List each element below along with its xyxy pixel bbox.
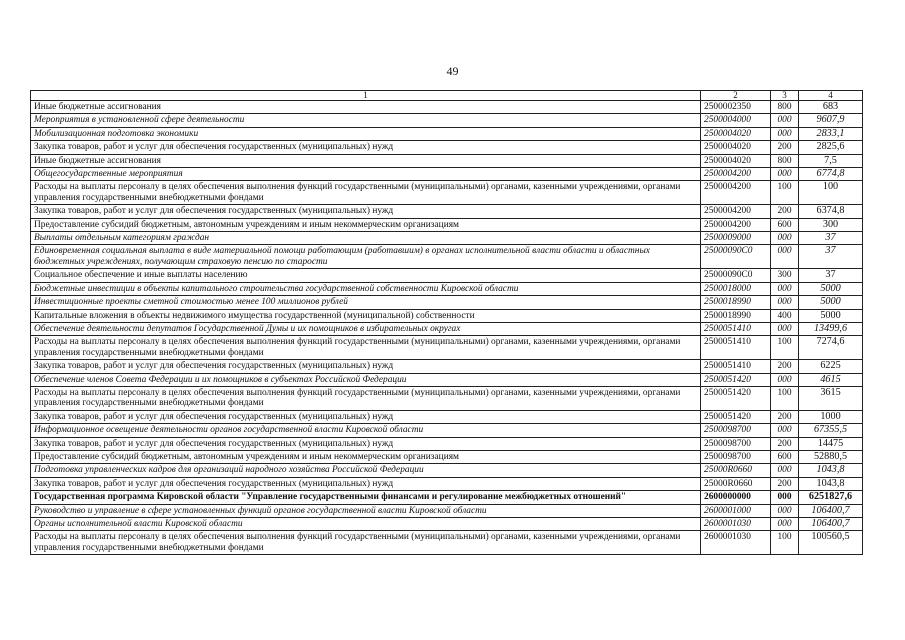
- row-code: 2500004020: [701, 154, 771, 167]
- row-type: 200: [771, 410, 799, 423]
- row-type: 000: [771, 504, 799, 517]
- row-code: 2500051410: [701, 336, 771, 360]
- row-sum: 5000: [799, 296, 863, 309]
- row-name: Бюджетные инвестиции в объекты капитального строительства государственной собственности Кировской области: [31, 282, 701, 295]
- row-name: Закупка товаров, работ и услуг для обеспечения государственных (муниципальных) нужд: [31, 410, 701, 423]
- row-name: Предоставление субсидий бюджетным, автономным учреждениям и иным некоммерческим организациям: [31, 218, 701, 231]
- row-type: 100: [771, 386, 799, 410]
- row-sum: 1043,8: [799, 464, 863, 477]
- row-sum: 9607,9: [799, 114, 863, 127]
- table-row: [31, 373, 863, 386]
- table-row: [31, 205, 863, 218]
- row-name: Руководство и управление в сфере установленных функций органов государственной власти Кировской области: [31, 504, 701, 517]
- row-code: 2500098700: [701, 437, 771, 450]
- row-sum: 6225: [799, 360, 863, 373]
- header-col-4: 4: [799, 91, 863, 101]
- row-code: 2500002350: [701, 101, 771, 114]
- row-code: 2500004200: [701, 205, 771, 218]
- row-code: 2500018000: [701, 282, 771, 295]
- table-row: [31, 168, 863, 181]
- row-code: 25000090С0: [701, 245, 771, 269]
- row-sum: 37: [799, 245, 863, 269]
- row-type: 000: [771, 518, 799, 531]
- table-row: [31, 141, 863, 154]
- row-name: Органы исполнительной власти Кировской области: [31, 518, 701, 531]
- table-row: [31, 269, 863, 282]
- row-name: Мобилизационная подготовка экономики: [31, 127, 701, 140]
- row-name: Закупка товаров, работ и услуг для обеспечения государственных (муниципальных) нужд: [31, 205, 701, 218]
- row-name: Закупка товаров, работ и услуг для обеспечения государственных (муниципальных) нужд: [31, 477, 701, 490]
- row-sum: 1000: [799, 410, 863, 423]
- row-name: Иные бюджетные ассигнования: [31, 101, 701, 114]
- row-type: 600: [771, 450, 799, 463]
- table-row: [31, 127, 863, 140]
- table-row: [31, 309, 863, 322]
- row-type: 800: [771, 101, 799, 114]
- table-row: [31, 218, 863, 231]
- row-code: 2500098700: [701, 450, 771, 463]
- row-name: Инвестиционные проекты сметной стоимостью менее 100 миллионов рублей: [31, 296, 701, 309]
- row-type: 800: [771, 154, 799, 167]
- row-type: 000: [771, 491, 799, 504]
- row-code: 2500004000: [701, 114, 771, 127]
- table-row: [31, 491, 863, 504]
- row-sum: 5000: [799, 309, 863, 322]
- row-code: 25000090С0: [701, 269, 771, 282]
- table-body: [31, 101, 863, 555]
- row-type: 100: [771, 336, 799, 360]
- table-row: [31, 245, 863, 269]
- row-name: Обеспечение членов Совета Федерации и их помощников в субъектах Российской Федерации: [31, 373, 701, 386]
- table-header-row: [31, 91, 863, 101]
- row-sum: 2825,6: [799, 141, 863, 154]
- row-sum: 37: [799, 269, 863, 282]
- table-row: [31, 450, 863, 463]
- header-col-1: 1: [31, 91, 701, 101]
- row-sum: 37: [799, 232, 863, 245]
- row-name: Расходы на выплаты персоналу в целях обеспечения выполнения функций государственными (муниципальными) органами, казенными учреждениями, органами управления государственными внебюджетными фондами: [31, 386, 701, 410]
- row-code: 2500051410: [701, 360, 771, 373]
- row-sum: 5000: [799, 282, 863, 295]
- row-type: 000: [771, 424, 799, 437]
- row-name: Капитальные вложения в объекты недвижимого имущества государственной (муниципальной) собственности: [31, 309, 701, 322]
- table-row: [31, 101, 863, 114]
- row-type: 000: [771, 114, 799, 127]
- row-type: 000: [771, 373, 799, 386]
- table-row: [31, 477, 863, 490]
- table-row: [31, 322, 863, 335]
- page-number: 49: [446, 64, 459, 78]
- row-code: 2600001000: [701, 504, 771, 517]
- table-row: [31, 154, 863, 167]
- row-type: 000: [771, 127, 799, 140]
- row-code: 2500098700: [701, 424, 771, 437]
- row-code: 2600001030: [701, 531, 771, 555]
- row-code: 2500051420: [701, 386, 771, 410]
- table-row: [31, 518, 863, 531]
- row-sum: 6251827,6: [799, 491, 863, 504]
- row-name: Расходы на выплаты персоналу в целях обеспечения выполнения функций государственными (муниципальными) органами, казенными учреждениями, органами управления государственными внебюджетными фондами: [31, 531, 701, 555]
- table-row: [31, 114, 863, 127]
- row-code: 25000R0660: [701, 477, 771, 490]
- table-row: [31, 232, 863, 245]
- row-sum: 13499,6: [799, 322, 863, 335]
- row-type: 000: [771, 296, 799, 309]
- row-code: 2600001030: [701, 518, 771, 531]
- row-type: 300: [771, 269, 799, 282]
- row-code: 2500004200: [701, 218, 771, 231]
- row-name: Информационное освещение деятельности органов государственной власти Кировской области: [31, 424, 701, 437]
- table-row: [31, 282, 863, 295]
- row-type: 000: [771, 168, 799, 181]
- row-name: Государственная программа Кировской области "Управление государственными финансами и регулирование межбюджетных отношений": [31, 491, 701, 504]
- row-sum: 106400,7: [799, 518, 863, 531]
- row-sum: 106400,7: [799, 504, 863, 517]
- table-row: [31, 360, 863, 373]
- row-code: 2500004020: [701, 127, 771, 140]
- header-col-3: 3: [771, 91, 799, 101]
- row-name: Расходы на выплаты персоналу в целях обеспечения выполнения функций государственными (муниципальными) органами, казенными учреждениями, органами управления государственными внебюджетными фондами: [31, 336, 701, 360]
- row-sum: 100: [799, 181, 863, 205]
- table-row: [31, 531, 863, 555]
- row-name: Закупка товаров, работ и услуг для обеспечения государственных (муниципальных) нужд: [31, 141, 701, 154]
- row-type: 200: [771, 437, 799, 450]
- row-type: 000: [771, 282, 799, 295]
- row-sum: 7,5: [799, 154, 863, 167]
- table-row: [31, 437, 863, 450]
- table-row: [31, 336, 863, 360]
- row-type: 200: [771, 141, 799, 154]
- row-name: Закупка товаров, работ и услуг для обеспечения государственных (муниципальных) нужд: [31, 437, 701, 450]
- row-code: 2500051420: [701, 373, 771, 386]
- table-row: [31, 386, 863, 410]
- row-sum: 683: [799, 101, 863, 114]
- row-sum: 4615: [799, 373, 863, 386]
- row-code: 2500018990: [701, 296, 771, 309]
- row-sum: 300: [799, 218, 863, 231]
- table-row: [31, 296, 863, 309]
- row-sum: 52880,5: [799, 450, 863, 463]
- row-sum: 7274,6: [799, 336, 863, 360]
- row-sum: 100560,5: [799, 531, 863, 555]
- row-name: Расходы на выплаты персоналу в целях обеспечения выполнения функций государственными (муниципальными) органами, казенными учреждениями, органами управления государственными внебюджетными фондами: [31, 181, 701, 205]
- row-name: Социальное обеспечение и иные выплаты населению: [31, 269, 701, 282]
- table-row: [31, 181, 863, 205]
- row-name: Общегосударственные мероприятия: [31, 168, 701, 181]
- row-sum: 1043,8: [799, 477, 863, 490]
- row-code: 2500004200: [701, 168, 771, 181]
- row-sum: 6374,8: [799, 205, 863, 218]
- table-row: [31, 464, 863, 477]
- row-type: 000: [771, 464, 799, 477]
- row-name: Единовременная социальная выплата в виде материальной помощи работающим (работавшим) в органах исполнительной власти области и областных бюджетных учреждениях, получающим страховую пенсию по старости: [31, 245, 701, 269]
- row-type: 000: [771, 232, 799, 245]
- row-type: 000: [771, 322, 799, 335]
- row-name: Закупка товаров, работ и услуг для обеспечения государственных (муниципальных) нужд: [31, 360, 701, 373]
- row-name: Подготовка управленческих кадров для организаций народного хозяйства Российской Федерации: [31, 464, 701, 477]
- row-name: Предоставление субсидий бюджетным, автономным учреждениям и иным некоммерческим организациям: [31, 450, 701, 463]
- row-name: Иные бюджетные ассигнования: [31, 154, 701, 167]
- row-type: 000: [771, 245, 799, 269]
- row-type: 100: [771, 181, 799, 205]
- row-sum: 6774,8: [799, 168, 863, 181]
- row-code: 25000R0660: [701, 464, 771, 477]
- row-sum: 2833,1: [799, 127, 863, 140]
- row-code: 2500051410: [701, 322, 771, 335]
- row-type: 100: [771, 531, 799, 555]
- table-row: [31, 504, 863, 517]
- header-col-2: 2: [701, 91, 771, 101]
- row-code: 2500004020: [701, 141, 771, 154]
- row-type: 600: [771, 218, 799, 231]
- row-name: Мероприятия в установленной сфере деятельности: [31, 114, 701, 127]
- row-type: 200: [771, 360, 799, 373]
- row-sum: 14475: [799, 437, 863, 450]
- row-name: Обеспечение деятельности депутатов Государственной Думы и их помощников в избирательных округах: [31, 322, 701, 335]
- table-row: [31, 410, 863, 423]
- row-type: 200: [771, 477, 799, 490]
- row-sum: 67355,5: [799, 424, 863, 437]
- row-code: 2500004200: [701, 181, 771, 205]
- row-type: 400: [771, 309, 799, 322]
- table-row: [31, 424, 863, 437]
- budget-table: [30, 90, 863, 555]
- row-sum: 3615: [799, 386, 863, 410]
- row-type: 200: [771, 205, 799, 218]
- row-code: 2500051420: [701, 410, 771, 423]
- row-code: 2500018990: [701, 309, 771, 322]
- row-code: 2600000000: [701, 491, 771, 504]
- row-code: 2500009000: [701, 232, 771, 245]
- row-name: Выплаты отдельным категориям граждан: [31, 232, 701, 245]
